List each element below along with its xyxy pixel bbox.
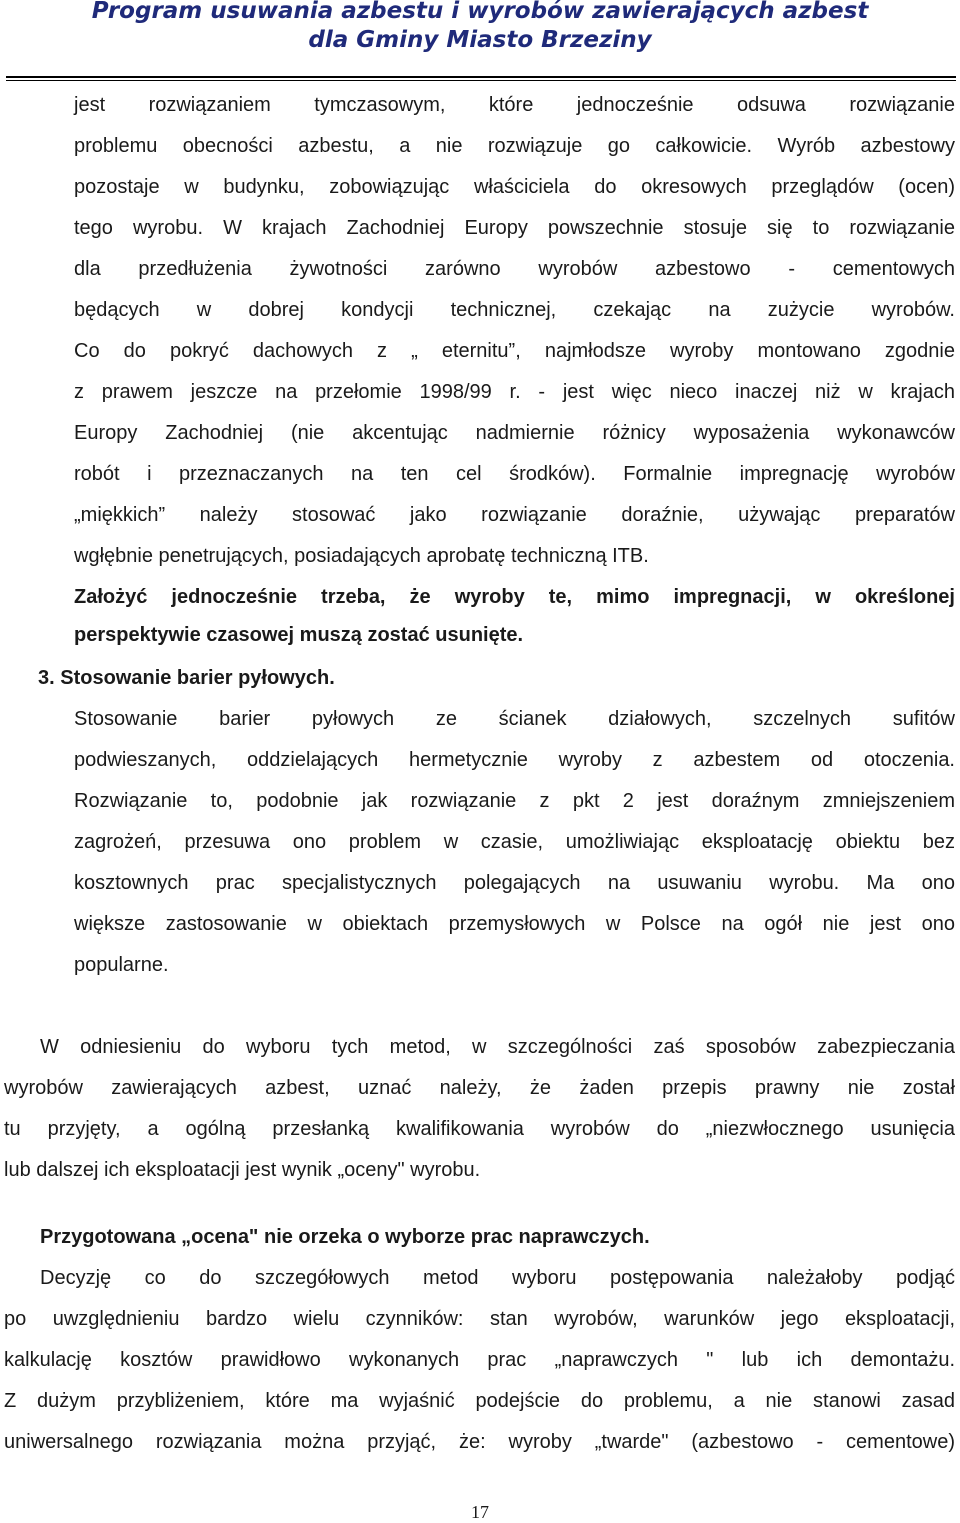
text-line: Stosowanie barier pyłowych ze ścianek działowych, szczelnych sufitów (74, 708, 955, 730)
text-line: Europy Zachodniej (nie akcentując nadmiernie różnicy wyposażenia wykonawców (74, 422, 955, 444)
text-line: problemu obecności azbestu, a nie rozwiązuje go całkowicie. Wyrób azbestowy (74, 135, 955, 157)
text-line: tu przyjęty, a ogólną przesłanką kwalifikowania wyrobów do „niezwłocznego usunięcia (4, 1118, 955, 1140)
text-line: będących w dobrej kondycji technicznej, czekając na zużycie wyrobów. (74, 299, 955, 321)
text-line: z prawem jeszcze na przełomie 1998/99 r. - jest więc nieco inaczej niż w krajach (74, 381, 955, 403)
text-line: popularne. (74, 954, 169, 976)
text-line: W odniesieniu do wyboru tych metod, w szczególności zaś sposobów zabezpieczania (40, 1036, 955, 1058)
text-line: wyrobów zawierających azbest, uznać należy, że żaden przepis prawny nie został (4, 1077, 955, 1099)
page-number: 17 (471, 1502, 489, 1522)
bold-heading: Przygotowana „ocena" nie orzeka o wyborze prac naprawczych. (40, 1226, 650, 1248)
bold-text-line: perspektywie czasowej muszą zostać usunięte. (74, 624, 524, 646)
header-rule-thin (6, 80, 956, 81)
text-line: lub dalszej ich eksploatacji jest wynik „oceny" wyrobu. (4, 1159, 481, 1181)
text-line: kosztownych prac specjalistycznych polegających na usuwaniu wyrobu. Ma ono (74, 872, 955, 894)
header-rule-thick (6, 76, 956, 78)
text-line: Rozwiązanie to, podobnie jak rozwiązanie z pkt 2 jest doraźnym zmniejszeniem (74, 790, 955, 812)
header-title-line-1: Program usuwania azbestu i wyrobów zawierających azbest (91, 0, 869, 24)
text-line: uniwersalnego rozwiązania można przyjąć, że: wyroby „twarde" (azbestowo - cementowe) (4, 1431, 955, 1453)
text-line: większe zastosowanie w obiektach przemysłowych w Polsce na ogół nie jest ono (74, 913, 955, 935)
text-line: Co do pokryć dachowych z „ eternitu”, najmłodsze wyroby montowano zgodnie (74, 340, 955, 362)
text-line: Decyzję co do szczegółowych metod wyboru postępowania należałoby podjąć (40, 1267, 955, 1289)
section-heading: 3. Stosowanie barier pyłowych. (38, 667, 335, 689)
text-line: kalkulację kosztów prawidłowo wykonanych prac „naprawczych " lub ich demontażu. (4, 1349, 955, 1371)
bold-text-line: Założyć jednocześnie trzeba, że wyroby te, mimo impregnacji, w określonej (74, 586, 955, 608)
text-line: zagrożeń, przesuwa ono problem w czasie, umożliwiając eksploatację obiektu bez (74, 831, 955, 853)
text-line: podwieszanych, oddzielających hermetycznie wyroby z azbestem od otoczenia. (74, 749, 955, 771)
text-line: robót i przeznaczanych na ten cel środków). Formalnie impregnację wyrobów (74, 463, 955, 485)
text-line: pozostaje w budynku, zobowiązując właściciela do okresowych przeglądów (ocen) (74, 176, 955, 198)
text-line: po uwzględnieniu bardzo wielu czynników: stan wyrobów, warunków jego eksploatacji, (4, 1308, 955, 1330)
text-line: wgłębnie penetrujących, posiadających aprobatę techniczną ITB. (74, 545, 649, 567)
text-line: jest rozwiązaniem tymczasowym, które jednocześnie odsuwa rozwiązanie (74, 94, 955, 116)
header-title-line-2: dla Gminy Miasto Brzeziny (308, 27, 652, 53)
text-line: Z dużym przybliżeniem, które ma wyjaśnić podejście do problemu, a nie stanowi zasad (4, 1390, 955, 1412)
text-line: „miękkich” należy stosować jako rozwiązanie doraźnie, używając preparatów (74, 504, 955, 526)
text-line: dla przedłużenia żywotności zarówno wyrobów azbestowo - cementowych (74, 258, 955, 280)
text-line: tego wyrobu. W krajach Zachodniej Europy powszechnie stosuje się to rozwiązanie (74, 217, 955, 239)
